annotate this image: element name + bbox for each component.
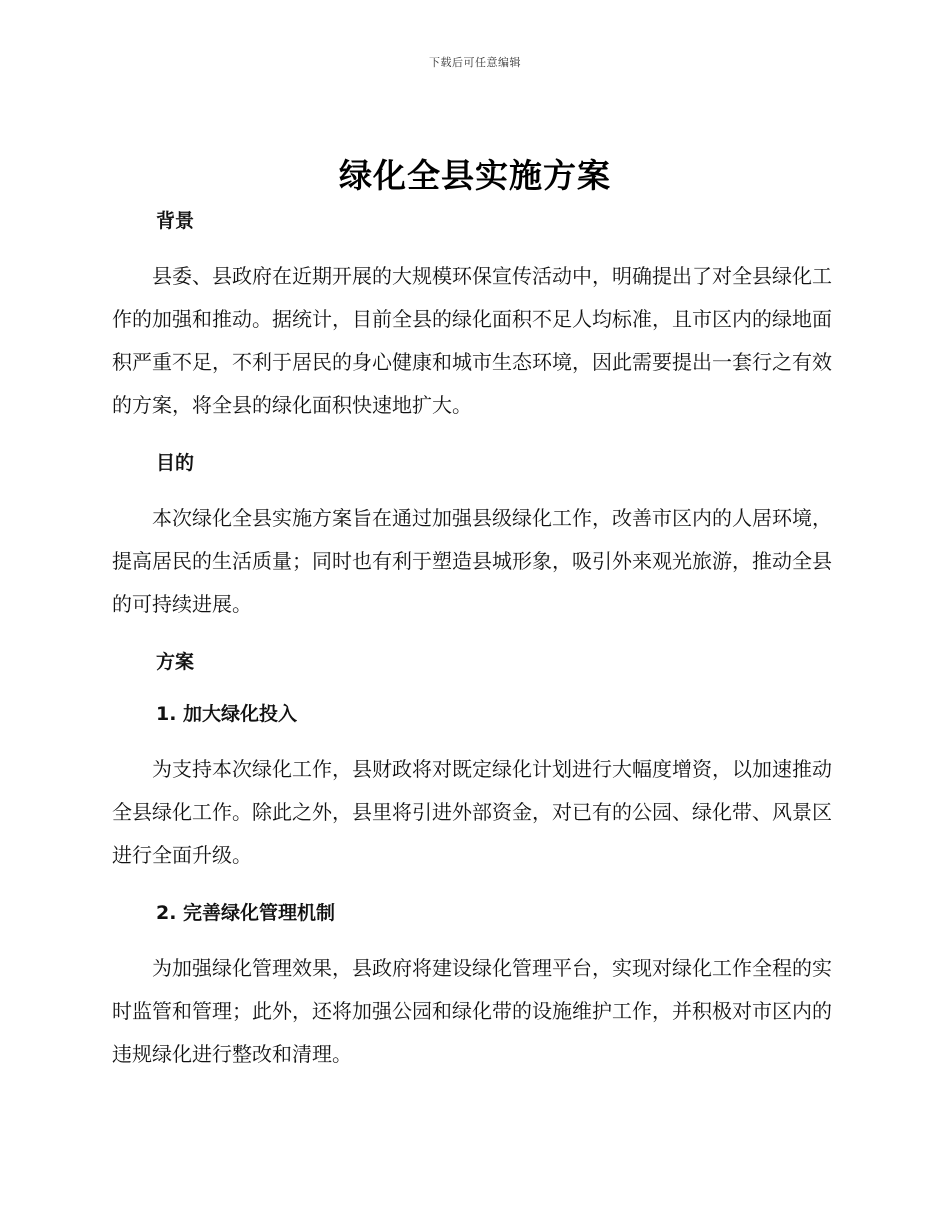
header-note: 下载后可任意编辑 bbox=[429, 56, 521, 69]
section-heading-background: 背景 bbox=[156, 210, 195, 232]
spacer bbox=[112, 481, 832, 497]
document-body bbox=[112, 203, 832, 1076]
spacer bbox=[112, 680, 832, 696]
spacer bbox=[112, 931, 832, 947]
section-heading-plan: 方案 bbox=[156, 651, 195, 673]
plan-item-paragraph-2: 为加强绿化管理效果，县政府将建设绿化管理平台，实现对绿化工作全程的实时监管和管理；此外，还将加强公园和绿化带的设施维护工作，并积极对市区内的违规绿化进行整改和清理。 bbox=[112, 956, 832, 1066]
spacer bbox=[112, 877, 832, 895]
spacer bbox=[112, 427, 832, 445]
plan-item-heading-1: 1. 加大绿化投入 bbox=[156, 703, 298, 725]
paragraph-background: 县委、县政府在近期开展的大规模环保宣传活动中，明确提出了对全县绿化工作的加强和推动。据统计，目前全县的绿化面积不足人均标准，且市区内的绿地面积严重不足，不利于居民的身心健康和城市生态环境，因此需要提出一套行之有效的方案，将全县的绿化面积快速地扩大。 bbox=[112, 264, 832, 417]
plan-item-paragraph-1: 为支持本次绿化工作，县财政将对既定绿化计划进行大幅度增资，以加速推动全县绿化工作。除此之外，县里将引进外部资金，对已有的公园、绿化带、风景区进行全面升级。 bbox=[112, 757, 832, 867]
plan-item-heading-2: 2. 完善绿化管理机制 bbox=[156, 902, 336, 924]
section-heading-purpose: 目的 bbox=[156, 452, 195, 474]
spacer bbox=[112, 239, 832, 255]
document-title: 绿化全县实施方案 bbox=[339, 156, 611, 195]
spacer bbox=[112, 732, 832, 748]
paragraph-purpose: 本次绿化全县实施方案旨在通过加强县级绿化工作，改善市区内的人居环境，提高居民的生活质量；同时也有利于塑造县城形象，吸引外来观光旅游，推动全县的可持续进展。 bbox=[112, 506, 832, 616]
spacer bbox=[112, 626, 832, 644]
